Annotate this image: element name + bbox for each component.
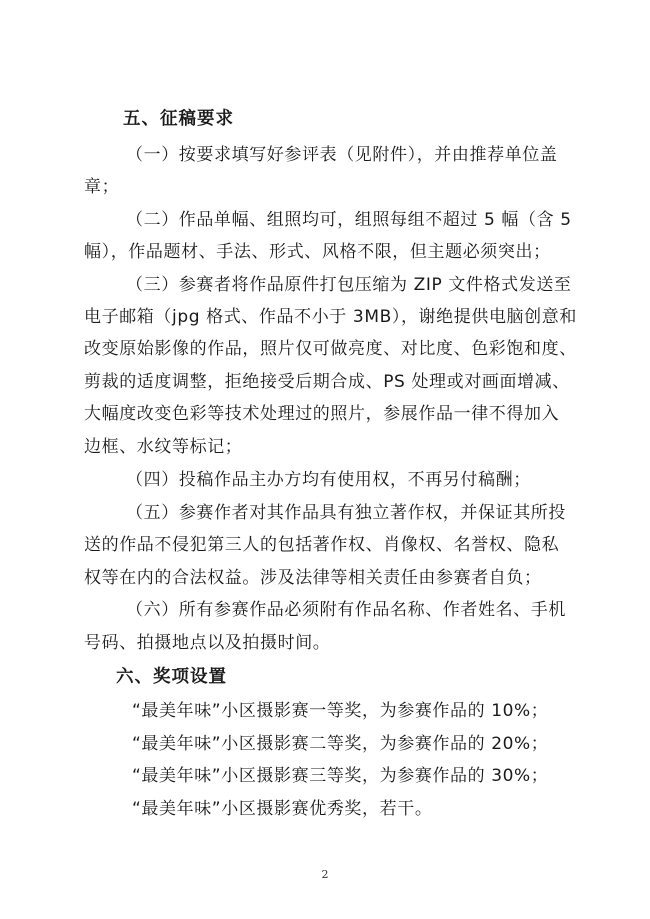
paragraph-line: 电子邮箱（jpg 格式、作品不小于 3MB），谢绝提供电脑创意和 xyxy=(84,307,577,327)
award-line: “最美年味”小区摄影赛二等奖，为参赛作品的 20%； xyxy=(132,734,549,754)
paragraph-line: 章； xyxy=(84,177,120,197)
paragraph-line: 幅），作品题材、手法、形式、风格不限，但主题必须突出； xyxy=(84,242,551,262)
award-line: “最美年味”小区摄影赛优秀奖，若干。 xyxy=(132,799,433,819)
paragraph-line: （六）所有参赛作品必须附有作品名称、作者姓名、手机 xyxy=(126,600,566,620)
paragraph-line: 权等在内的合法权益。涉及法律等相关责任由参赛者自负； xyxy=(84,568,542,588)
paragraph-line: 号码、拍摄地点以及拍摄时间。 xyxy=(84,633,331,653)
paragraph-line: 送的作品不侵犯第三人的包括著作权、肖像权、名誉权、隐私 xyxy=(84,535,560,555)
paragraph-line: 剪裁的适度调整，拒绝接受后期合成、PS 处理或对画面增减、 xyxy=(84,372,570,392)
award-line: “最美年味”小区摄影赛三等奖，为参赛作品的 30%； xyxy=(132,766,549,786)
paragraph-line: 改变原始影像的作品，照片仅可做亮度、对比度、色彩饱和度、 xyxy=(84,339,577,359)
paragraph-line: 边框、水纹等标记； xyxy=(84,437,243,457)
paragraph-line: （五）参赛作者对其作品具有独立著作权，并保证其所投 xyxy=(126,503,566,523)
page-number: 2 xyxy=(321,868,329,881)
award-line: “最美年味”小区摄影赛一等奖，为参赛作品的 10%； xyxy=(132,701,549,721)
paragraph-line: 大幅度改变色彩等技术处理过的照片，参展作品一律不得加入 xyxy=(84,404,560,424)
paragraph-line: （二）作品单幅、组照均可，组照每组不超过 5 幅（含 5 xyxy=(126,210,572,230)
paragraph-line: （三）参赛者将作品原件打包压缩为 ZIP 文件格式发送至 xyxy=(126,275,572,295)
paragraph-line: （一）按要求填写好参评表（见附件），并由推荐单位盖 xyxy=(126,145,558,165)
paragraph-line: （四）投稿作品主办方均有使用权，不再另付稿酬； xyxy=(126,470,531,490)
section-heading-6: 六、奖项设置 xyxy=(116,667,227,687)
section-heading-5: 五、征稿要求 xyxy=(123,109,234,129)
